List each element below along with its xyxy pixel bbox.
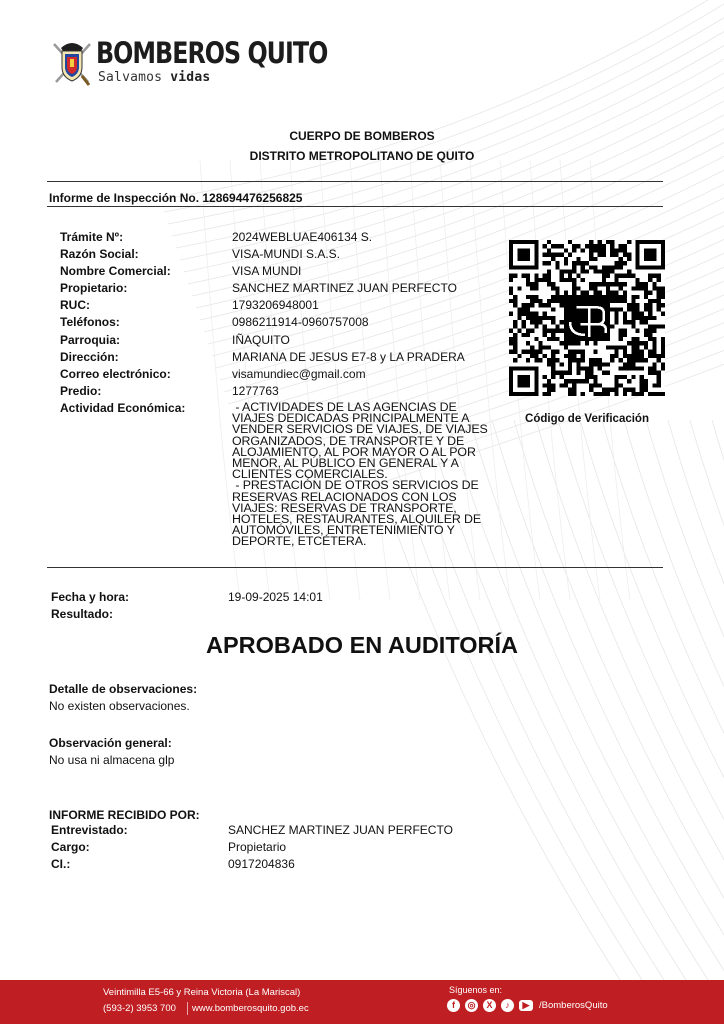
footer-address: Veintimilla E5-66 y Reina Victoria (La Mariscal) — [103, 987, 301, 998]
received-value: Propietario — [228, 840, 287, 854]
org-name-line2: DISTRITO METROPOLITANO DE QUITO — [249, 149, 475, 163]
activity-description — [232, 400, 494, 548]
divider — [47, 206, 663, 207]
field-row-correo — [60, 366, 500, 383]
x-twitter-icon[interactable]: X — [483, 999, 496, 1012]
field-row-predio — [60, 383, 500, 400]
brand-logo — [52, 36, 328, 90]
activity-line: ALOJAMIENTO, AL POR MAYOR O AL POR — [232, 444, 476, 459]
slogan-prefix: Salvamos — [98, 70, 163, 85]
activity-line: CLIENTES COMERCIALES. — [232, 467, 388, 482]
received-by-details — [51, 822, 491, 873]
observations-general-text: No usa ni almacena glp — [49, 753, 175, 767]
received-row-entrevistado — [51, 822, 491, 839]
activity-line: - ACTIVIDADES DE LAS AGENCIAS DE — [232, 399, 457, 414]
field-label: Actividad Económica: — [60, 400, 186, 415]
social-links — [447, 999, 608, 1012]
date-row — [51, 589, 471, 606]
qr-caption: Código de Verificación — [525, 413, 649, 425]
date-label: Fecha y hora: — [51, 590, 130, 604]
field-row-actividad — [60, 400, 500, 548]
field-label: Predio: — [60, 383, 102, 398]
received-row-cargo — [51, 839, 491, 856]
inspection-meta — [51, 589, 471, 623]
activity-line: VENDER SERVICIOS DE VIAJES, DE VIAJES — [232, 422, 488, 437]
footer-bar — [0, 980, 724, 1024]
received-row-ci — [51, 856, 491, 873]
org-name-line1: CUERPO DE BOMBEROS — [289, 129, 435, 143]
field-value: visamundiec@gmail.com — [232, 366, 366, 381]
received-label: Entrevistado: — [51, 823, 128, 837]
activity-line: AUTOMÓVILES, ENTRETENIMIENTO Y — [232, 523, 455, 538]
instagram-icon[interactable]: ◎ — [465, 999, 478, 1012]
report-number: Informe de Inspección No. 128694476256825 — [49, 191, 303, 205]
field-value: VISA-MUNDI S.A.S. — [232, 247, 341, 262]
youtube-icon[interactable]: ▶ — [519, 1000, 533, 1011]
footer-follow-label: Síguenos en: — [449, 985, 503, 995]
field-value: VISA MUNDI — [232, 264, 302, 279]
received-by-title: INFORME RECIBIDO POR: — [49, 808, 200, 822]
field-value: 0986211914-0960757008 — [232, 315, 369, 330]
field-label: Propietario: — [60, 281, 128, 296]
fire-department-crest-icon — [52, 36, 92, 88]
field-row-propietario — [60, 280, 500, 297]
brand-slogan — [98, 70, 210, 85]
field-label: Parroquia: — [60, 332, 121, 347]
activity-line: - PRESTACIÓN DE OTROS SERVICIOS DE — [232, 478, 479, 493]
field-row-tramite — [60, 229, 500, 246]
field-row-ruc — [60, 297, 500, 314]
footer-separator — [187, 1002, 188, 1015]
activity-line: HOTELES, RESTAURANTES, ALQUILER DE — [232, 511, 482, 526]
received-value: 0917204836 — [228, 857, 295, 871]
footer-website-link[interactable]: www.bomberosquito.gob.ec — [192, 1003, 309, 1014]
activity-line: ORGANIZADOS, DE TRANSPORTE Y DE — [232, 433, 465, 448]
field-row-nombre-comercial — [60, 263, 500, 280]
divider — [47, 181, 663, 182]
field-row-parroquia — [60, 332, 500, 349]
field-label: Dirección: — [60, 349, 119, 364]
slogan-bold: vidas — [170, 70, 211, 85]
field-label: Correo electrónico: — [60, 366, 171, 381]
field-value: 1793206948001 — [232, 298, 319, 313]
social-handle[interactable]: /BomberosQuito — [539, 1000, 608, 1011]
divider — [47, 567, 663, 568]
footer-phone: (593-2) 3953 700 — [103, 1003, 176, 1014]
activity-line: RESERVAS RELACIONADOS CON LOS — [232, 489, 457, 504]
field-row-razon-social — [60, 246, 500, 263]
activity-line: DEPORTE, ETCÉTERA. — [232, 534, 367, 549]
field-value: 2024WEBLUAE406134 S. — [232, 230, 373, 244]
field-label: Nombre Comercial: — [60, 264, 171, 279]
activity-line: MENOR, AL PÚBLICO EN GENERAL Y A — [232, 455, 459, 470]
received-label: Cargo: — [51, 840, 90, 854]
received-label: CI.: — [51, 857, 71, 871]
result-row — [51, 606, 471, 623]
field-label: Trámite Nº: — [60, 230, 124, 244]
establishment-details — [60, 229, 500, 548]
date-value: 19-09-2025 14:01 — [228, 590, 323, 604]
activity-line: VIAJES: RESERVAS DE TRANSPORTE, — [232, 500, 457, 515]
field-value: SANCHEZ MARTINEZ JUAN PERFECTO — [232, 281, 457, 296]
facebook-icon[interactable]: f — [447, 999, 460, 1012]
result-status: APROBADO EN AUDITORÍA — [205, 632, 519, 658]
field-label: Teléfonos: — [60, 315, 120, 330]
activity-line: VIAJES DEDICADAS PRINCIPALMENTE A — [232, 411, 470, 426]
field-value: IÑAQUITO — [232, 332, 290, 347]
observations-detail-title: Detalle de observaciones: — [49, 682, 198, 696]
qr-code-icon[interactable] — [509, 240, 665, 396]
field-row-telefonos — [60, 314, 500, 331]
field-value: 1277763 — [232, 383, 279, 398]
field-label: Razón Social: — [60, 247, 139, 262]
observations-general-title: Observación general: — [49, 736, 172, 750]
observations-detail-text: No existen observaciones. — [49, 699, 190, 713]
received-value: SANCHEZ MARTINEZ JUAN PERFECTO — [228, 823, 453, 837]
field-value: MARIANA DE JESUS E7-8 y LA PRADERA — [232, 349, 465, 364]
field-row-direccion — [60, 349, 500, 366]
result-label: Resultado: — [51, 607, 114, 621]
brand-title: BOMBEROS QUITO — [96, 36, 328, 70]
field-label: RUC: — [60, 298, 90, 313]
tiktok-icon[interactable]: ♪ — [501, 999, 514, 1012]
